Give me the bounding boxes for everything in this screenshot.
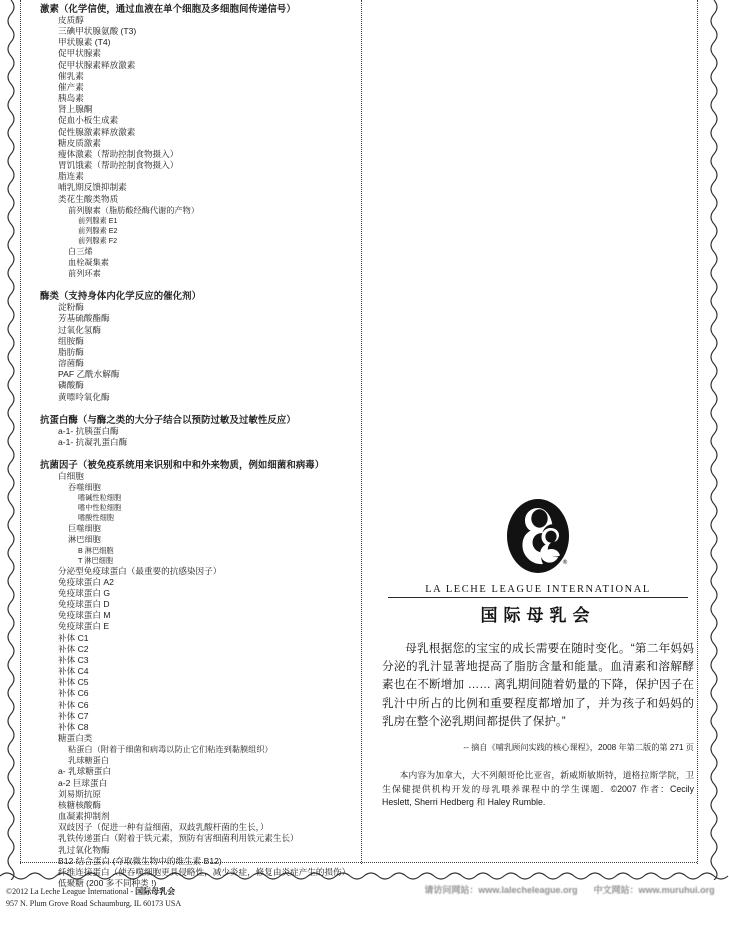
list-item: 补体 C3 [58, 654, 89, 665]
list-item: 前列环素 [68, 269, 101, 279]
list-item: 胰岛素 [58, 93, 84, 104]
list-item: 促甲状腺素释放激素 [58, 59, 136, 70]
list-section-enzymes [40, 289, 355, 402]
list-item: 促血小板生成素 [58, 115, 119, 126]
list-section-hormones [40, 2, 355, 279]
footer-copyright [6, 886, 366, 909]
list-item: 补体 C1 [58, 632, 89, 643]
svg-text:®: ® [562, 559, 568, 566]
list-item: 嗜中性粒细胞 [78, 503, 122, 513]
quote-paragraph: 母乳根据您的宝宝的成长需要在随时变化。“第二年妈妈分泌的乳汁显著地提高了脂肪含量和能量。血清素和溶解酵素也在不断增加 …… 离乳期间随着奶量的下降，保护因子在乳汁中所占的比例和重要程度都增加了，并为孩子和妈妈的乳房在整个泌乳期间都提供了保护。” [382, 642, 694, 728]
watermark-left: 请访问网站：www.lalecheleague.org [424, 885, 578, 895]
list-item: 核糖核酸酶 [58, 799, 101, 810]
mother-and-child-logo-icon [505, 498, 571, 578]
list-item: 嗜酸性细胞 [78, 513, 114, 523]
list-section-title: 酶类（支持身体内化学反应的催化剂） [40, 290, 202, 302]
footer-address: 957 N. Plum Grove Road Schaumburg, IL 60173 USA [6, 898, 182, 908]
list-section-title: 抗蛋白酶（与酶之类的大分子结合以预防过敏及过敏性反应） [40, 413, 296, 425]
list-item: 乳铁传递蛋白（附着于铁元素，预防有害细菌利用铁元素生长） [58, 833, 299, 844]
list-item: a-2 巨球蛋白 [58, 777, 108, 788]
list-item: 溶菌酶 [58, 358, 84, 369]
list-item: 刘易斯抗原 [58, 788, 101, 799]
list-item: 粘蛋白（附着于细菌和病毒以防止它们粘连到黏膜组织） [68, 745, 273, 755]
list-item: 促甲状腺素 [58, 48, 101, 59]
list-item: 补体 C8 [58, 721, 89, 732]
list-item: 免疫球蛋白 D [58, 599, 110, 610]
section-spacer [40, 281, 355, 289]
list-item: 免疫球蛋白 M [58, 610, 111, 621]
list-item: 血栓凝集素 [68, 257, 109, 267]
footer-watermark [410, 884, 729, 897]
list-item: T 淋巴细胞 [78, 555, 114, 565]
list-item: 肾上腺酮 [58, 104, 93, 115]
list-item: 免疫球蛋白 G [58, 587, 111, 598]
brand-name-en: LA LECHE LEAGUE INTERNATIONAL [425, 584, 651, 595]
list-item: 前列腺素（脂肪酸经酶代谢的产物） [68, 205, 200, 215]
quote-source: -- 摘自《哺乳顾问实践的核心课程》，2008 年第二版的第 271 页 [463, 743, 694, 753]
list-item: 糖蛋白类 [58, 732, 93, 743]
list-item: 低聚糖 (200 多不同种类 !) [58, 878, 157, 888]
list-item: 催乳素 [58, 70, 84, 81]
list-item: 补体 C4 [58, 666, 89, 677]
list-item: 甲状腺素 (T4) [58, 37, 111, 48]
list-item: 脂连素 [58, 171, 84, 182]
section-spacer [40, 450, 355, 458]
section-spacer [40, 405, 355, 413]
list-item: 类花生酸类物质 [58, 193, 119, 204]
list-item: 芳基硫酸酯酶 [58, 313, 110, 324]
list-item: a-1- 抗凝乳蛋白酶 [58, 436, 128, 447]
list-item: 嗜碱性粒细胞 [78, 493, 122, 503]
logo-block [382, 498, 694, 626]
list-item: 吞噬细胞 [68, 483, 101, 493]
milk-components-list [40, 2, 355, 891]
list-item: 黄嘌呤氧化酶 [58, 391, 110, 402]
list-item: 血凝素抑制剂 [58, 811, 110, 822]
watermark-right: 中文网站：www.muruhui.org [593, 885, 715, 895]
list-item: 组胺酶 [58, 335, 84, 346]
list-item: 巨噬细胞 [68, 524, 101, 534]
credit-paragraph: 本内容为加拿大，大不列颠哥伦比亚省，新威斯敏斯特，道格拉斯学院，卫生保健提供机构开发的母乳喂养课程中的学生课题．©2007 作者：Cecily Heslett, Sherri Hedberg 和 Haley Rumble. [382, 770, 694, 808]
list-item: 补体 C5 [58, 677, 89, 688]
list-item: a-1- 抗胰蛋白酶 [58, 425, 119, 436]
list-item: 白细胞 [58, 471, 84, 481]
list-item: 分泌型免疫球蛋白（最重要的抗感染因子） [58, 565, 222, 576]
list-item: 磷酸酶 [58, 380, 84, 391]
list-item: 免疫球蛋白 E [58, 621, 110, 632]
list-item: PAF 乙酰水解酶 [58, 369, 120, 380]
list-item: 皮质醇 [58, 15, 84, 25]
footer-copyright-line [6, 886, 366, 898]
footer-copyright-cn: 国际母乳会 [135, 887, 176, 896]
list-item: B12 结合蛋白 (夺取微生物中的维生素 B12) [58, 855, 222, 866]
list-item: 糖皮质激素 [58, 137, 101, 148]
list-item: 白三烯 [68, 246, 93, 256]
list-item: 补体 C7 [58, 710, 89, 721]
list-item: 胃饥饿素（帮助控制食物摄入） [58, 160, 179, 171]
list-item: 瘦体激素（帮助控制食物摄入） [58, 148, 179, 159]
list-item: 纤维连接蛋白（使吞噬细胞更具侵略性，减少炎症，修复由炎症产生的损伤） [58, 866, 351, 877]
list-section-antiproteases [40, 413, 355, 448]
list-item: 淀粉酶 [58, 302, 84, 313]
list-item: 淋巴细胞 [68, 535, 101, 545]
right-info-panel [382, 498, 694, 810]
list-item: 前列腺素 E2 [78, 225, 118, 235]
list-item: 过氧化氢酶 [58, 324, 101, 335]
list-section-title: 激素（化学信使，通过血液在单个细胞及多细胞间传递信号） [40, 3, 296, 14]
list-item: 前列腺素 F2 [78, 235, 118, 245]
list-item: 双歧因子（促进一种有益细菌，双歧乳酸杆菌的生长，） [58, 822, 269, 833]
list-item: 免疫球蛋白 A2 [58, 576, 114, 587]
list-item: 促性腺激素释放激素 [58, 126, 136, 137]
list-item: B 淋巴细胞 [78, 545, 114, 555]
list-section-title: 抗菌因子（被免疫系统用来识别和中和外来物质，例如细菌和病毒） [40, 459, 325, 470]
list-item: 补体 C2 [58, 643, 89, 654]
footer-copyright-en: ©2012 La Leche League International - [6, 887, 136, 896]
list-item: 催产素 [58, 81, 84, 92]
list-item: 乳球糖蛋白 [68, 756, 109, 766]
list-item: 哺乳期反馈抑制素 [58, 182, 127, 193]
list-item: 三碘甲状腺氨酸 (T3) [58, 26, 137, 37]
list-item: 乳过氧化物酶 [58, 844, 110, 855]
list-item: 脂肪酶 [58, 346, 84, 357]
list-item: 前列腺素 E1 [78, 215, 118, 225]
list-item: 补体 C6 [58, 688, 89, 699]
list-item: a- 乳球糖蛋白 [58, 766, 111, 777]
brand-name-cn: 国际母乳会 [480, 606, 596, 626]
list-item: 补体 C6 [58, 699, 89, 710]
brand-divider [388, 597, 688, 598]
list-section-anti-infective [40, 458, 355, 889]
